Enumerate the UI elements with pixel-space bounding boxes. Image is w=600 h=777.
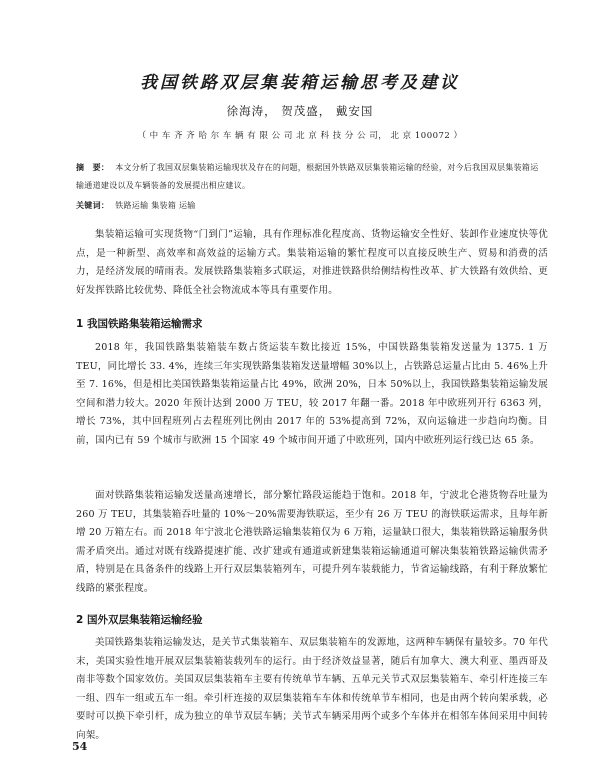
section-1-paragraph-2: 面对铁路集装箱运输发送量高速增长，部分繁忙路段运能趋于饱和。2018 年，宁波北仑港货物吞吐量为 260 万 TEU，其集装箱吞吐量的 10%～20%需要海铁联运，至少有 26 万 TEU 的海铁联运需求，且每年新增 20 万箱左右。而 2018 年宁波北仑港铁路运输集装箱仅为 6 万箱，运量缺口很大，集装箱铁路运输服务供需矛盾突出。通过对既有线路提速扩能、改扩建或有通道或新建集装箱运输通道可解决集装箱铁路运输供需矛盾，特别是在具备条件的线路上开行双层集装箱列车，可提升列车装载能力，节省运输线路，有利于释放繁忙线路的紧张程度。 (76, 490, 548, 594)
section-2-paragraph-1: 美国铁路集装箱运输发达，是关节式集装箱车、双层集装箱车的发源地，这两种车辆保有量较多。70 年代末，美国实验性地开展双层集装箱装载列车的运行。由于经济效益显著，随后有加拿大、澳大利亚、墨西哥及南非等数个国家效仿。美国双层集装箱车主要有传统单节车辆、五单元关节式双层集装箱车、牵引杆连接三车一组、四车一组或五车一组。牵引杆连接的双层集装箱车车体和传统单节车相同，也是由两个转向架承载，必要时可以换下牵引杆，成为独立的单节双层车辆；关节式车辆采用两个或多个车体并在相邻车体间采用中间转向架。 (76, 637, 548, 741)
affiliation: （ 中 车 齐 齐 哈 尔 车 辆 有 限 公 司 北 京 科 技 分 公 司， 北 京 100072 ） (137, 131, 463, 141)
author-list: 徐海涛， 贺茂盛， 戴安国 (226, 104, 374, 118)
paper-title: 我国铁路双层集装箱运输思考及建议 (140, 73, 460, 93)
abstract (76, 158, 546, 195)
intro-paragraph: 集装箱运输可实现货物“门到门”运输，具有作理标准化程度高、货物运输安全性好、装卸作业速度快等优点，是一种新型、高效率和高效益的运输方式。集装箱运输的繁忙程度可以直接反映生产、贸易和消费的活力，是经济发展的晴雨表。发展铁路集装箱多式联运，对推进铁路供给侧结构性改革、扩大铁路有效供给、更好发挥铁路比较优势、降低全社会物流成本等具有重要作用。 (76, 229, 548, 296)
abstract-text: 本文分析了我国双层集装箱运输现状及存在的问题，根据国外铁路双层集装箱运输的经验，对今后我国双层集装箱运输通道建设以及车辆装备的发展提出相应建议。 (76, 163, 539, 190)
keywords-label: 关键词： (76, 200, 110, 210)
section-1-heading: 1 我国铁路集装箱运输需求 (76, 318, 203, 330)
section-2-heading: 2 国外双层集装箱运输经验 (76, 614, 203, 626)
section-1-paragraph-1: 2018 年，我国铁路集装箱装车数占货运装车数比接近 15%，中国铁路集装箱发送量为 1375. 1 万 TEU，同比增长 33. 4%，连续三年实现铁路集装箱发送量增幅 30%以上，占铁路总运量占比由 5. 46%上升至 7. 16%，但是相比美国铁路集装箱运量占比 49%，欧洲 20%，日本 50%以上，我国铁路集装箱运输发展空间和潜力较大。2020 年预计达到 2000 万 TEU，较 2017 年翻一番。2018 年中欧班列开行 6363 列，增长 73%，其中回程班列占去程班列比例由 2017 年的 53%提高到 72%，双向运输进一步趋向均衡。目前，国内已有 59 个城市与欧洲 15 个国家 49 个城市间开通了中欧班列，国内中欧班列运行线已达 65 条。 (76, 342, 548, 446)
page-number: 54 (72, 740, 88, 753)
keywords (76, 200, 546, 211)
abstract-label: 摘 要： (76, 162, 110, 172)
keywords-text: 铁路运输 集装箱 运输 (115, 201, 196, 210)
